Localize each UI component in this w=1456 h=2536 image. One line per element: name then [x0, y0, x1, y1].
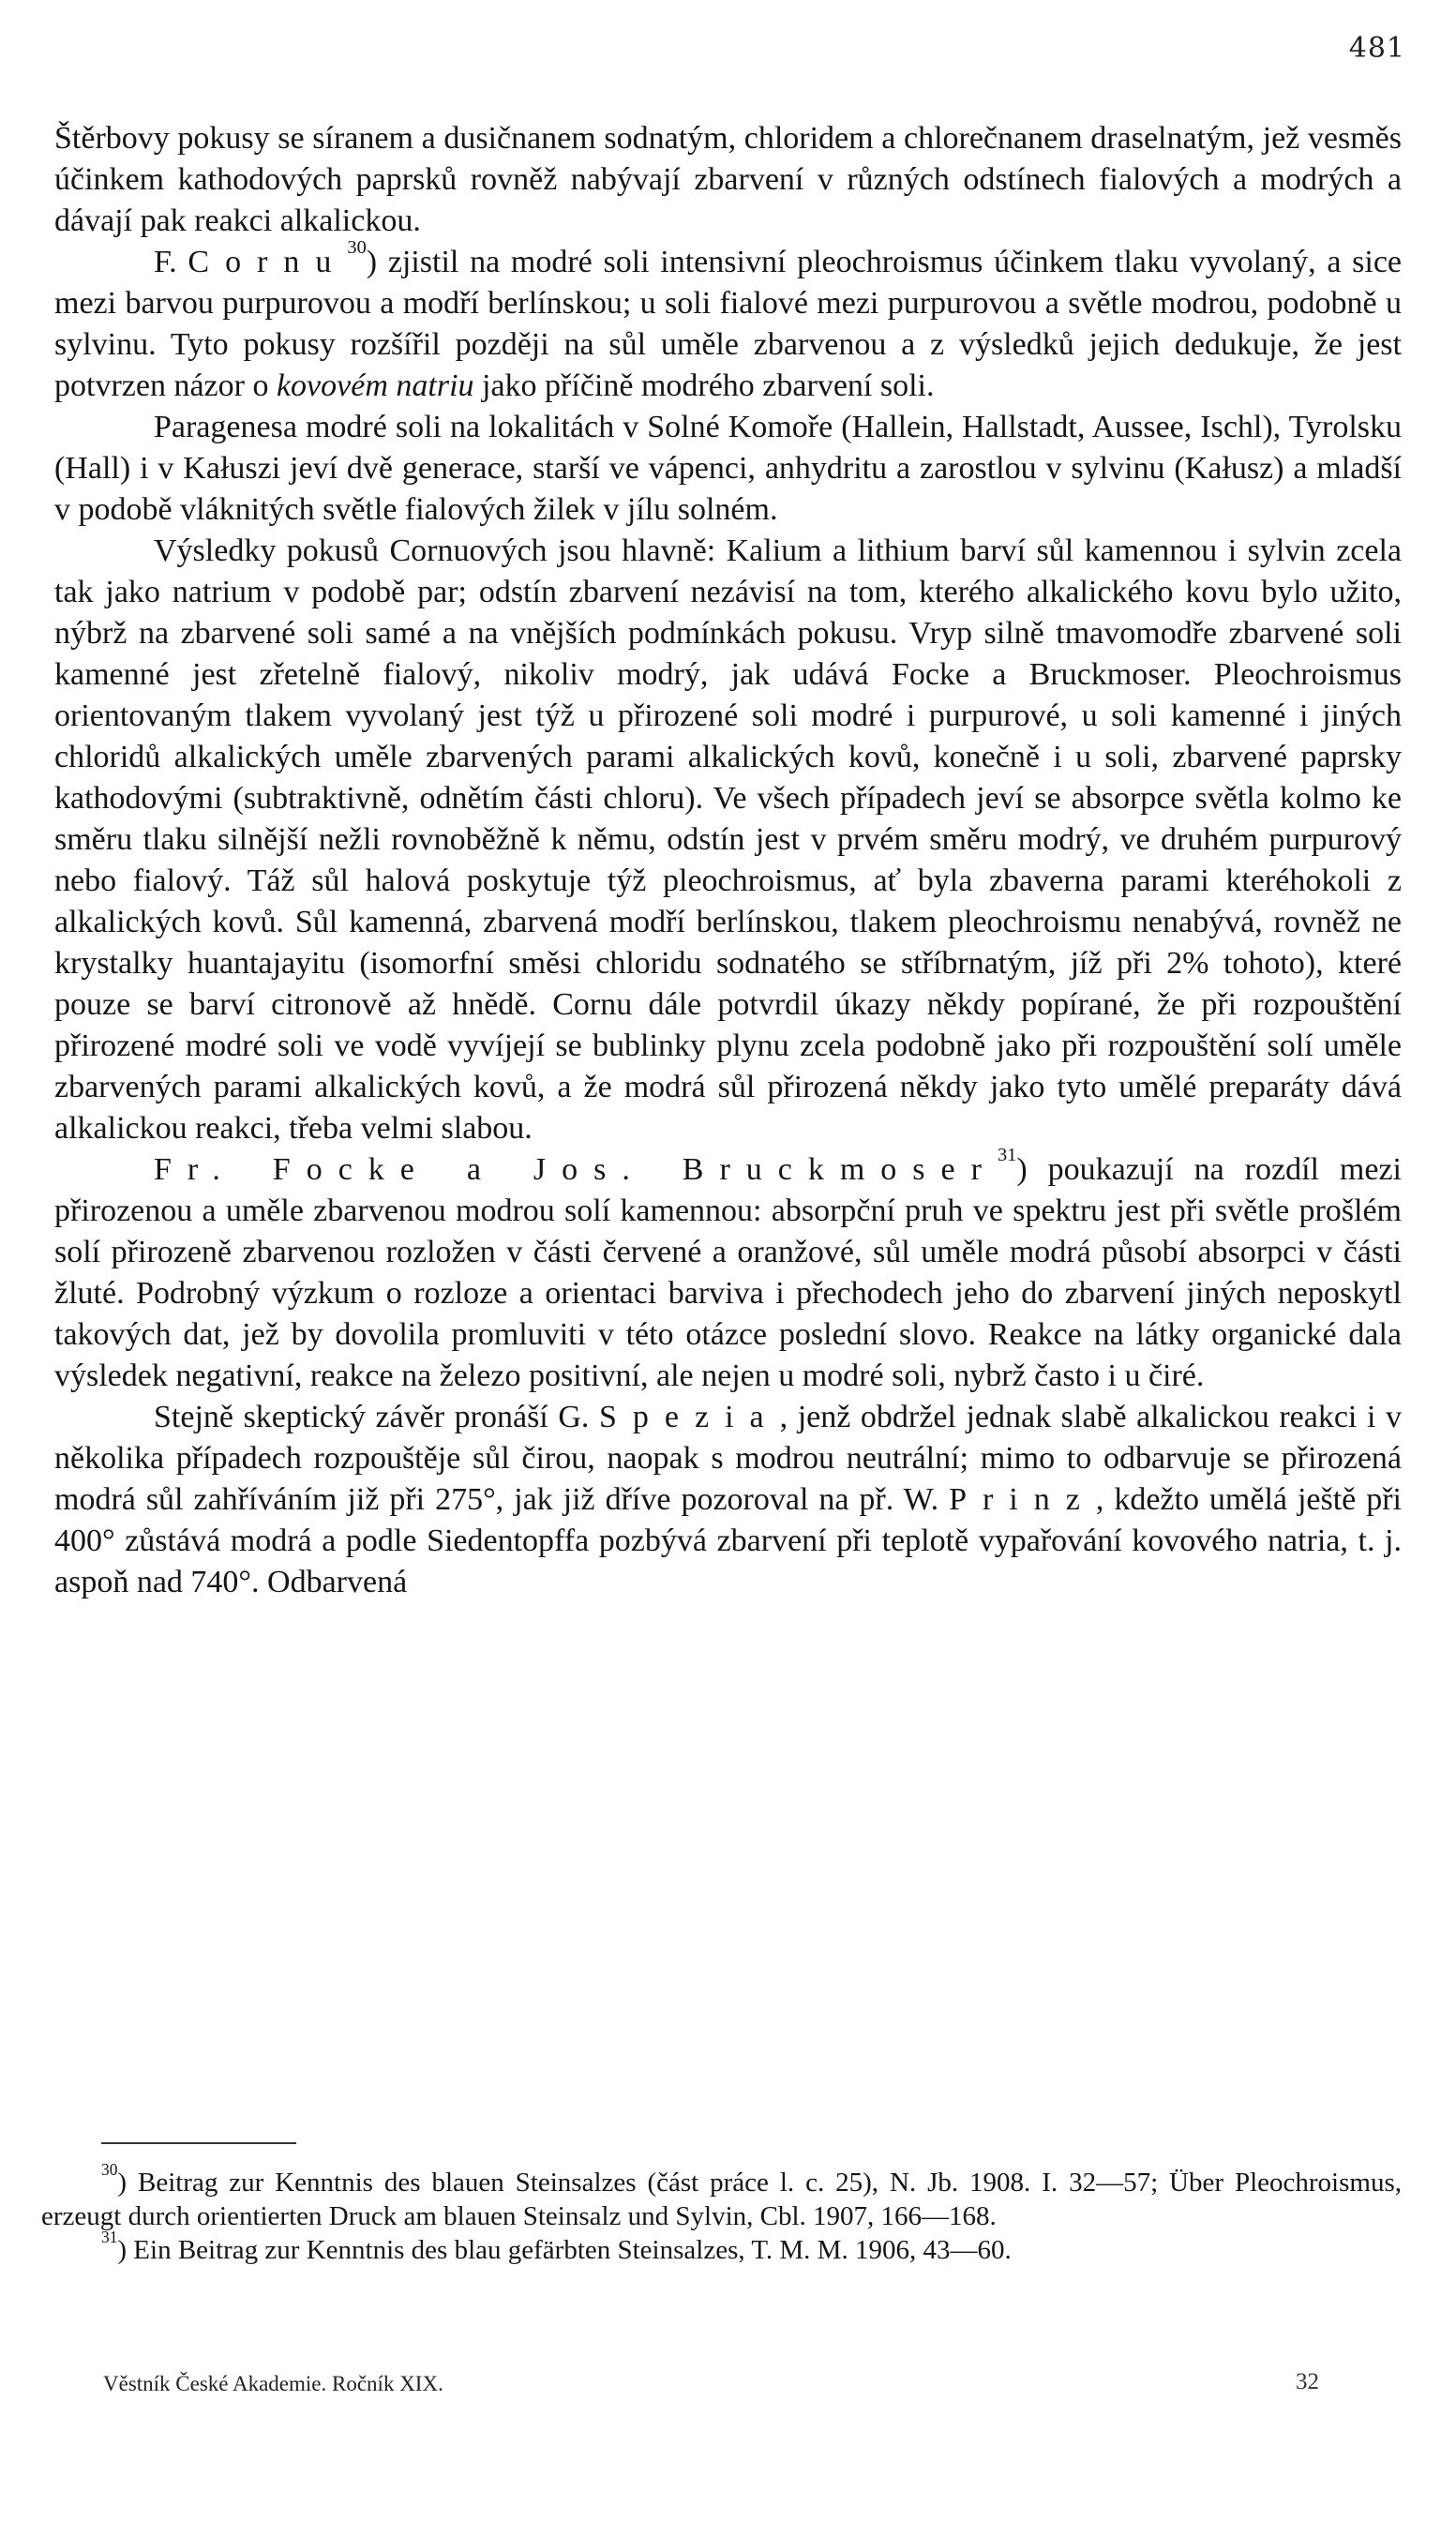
footnote: [41, 2160, 1402, 2233]
sheet-signature: 32: [1296, 2369, 1319, 2394]
spaced-author-name: Spezia: [598, 1400, 780, 1434]
text-run: F.: [154, 245, 188, 279]
emphasized-text: kovovém natriu: [276, 368, 474, 403]
footnote-divider: [101, 2142, 296, 2144]
paragraph: [54, 1397, 1402, 1603]
paragraph: [54, 1145, 1402, 1397]
paragraph: [54, 531, 1402, 1149]
spaced-author-name: Prinz: [949, 1482, 1096, 1517]
journal-footer: Věstník České Akademie. Ročník XIX.: [103, 2372, 443, 2395]
text-run: ) zjistil na modré soli intensivní pleochroismus účinkem tlaku vyvolaný, a sice mezi barvou purpurovou a modří berlínskou; u soli fialové mezi purpurovou a světle modrou, podobně u sylvinu. Tyto pokusy rozšířil později na sůl uměle zbarvenou a z výsledků jejich dedukuje, že jest potvrzen názor o: [54, 245, 1402, 403]
page-number: 481: [1348, 32, 1405, 65]
text-run: Stejně skeptický závěr pronáší G.: [154, 1400, 599, 1434]
body-text: [54, 118, 1402, 1603]
text-run: , kdežto umělá ještě při 400° zůstává modrá a podle Siedentopffa pozbývá zbarvení při teplotě vypařování kovového natria, t. j. aspoň nad 740°. Odbarvená: [54, 1482, 1403, 1599]
text-run: ) Beitrag zur Kenntnis des blauen Steinsalzes (část práce l. c. 25), N. Jb. 1908. I. 32—57; Über Pleochroismus, erzeugt durch orientierten Druck am blauen Steinsalz und Sylvin, Cbl. 1907, 166—168.: [41, 2168, 1402, 2231]
text-run: Paragenesa modré soli na lokalitách v Solné Komoře (Hallein, Hallstadt, Aussee, Ischl), Tyrolsku (Hall) i v Kałuszi jeví dvě generace, starší ve vápenci, anhydritu a zarostlou v sylvinu (Kałusz) a mladší v podobě vláknitých světle fialových žilek v jílu solném.: [54, 410, 1402, 527]
footnote-reference: 30: [101, 2160, 118, 2179]
spaced-author-name: Fr. Focke a Jos. Bruckmoser: [154, 1152, 998, 1187]
spaced-author-name: Cornu: [188, 245, 348, 279]
text-run: Štěrbovy pokusy se síranem a dusičnanem sodnatým, chloridem a chlorečnanem draselnatým, jež vesměs účinkem kathodových paprsků rovněž nabývají zbarvení v různých odstínech fialových a modrých a dávají pak reakci alkalickou.: [54, 121, 1402, 238]
text-run: Výsledky pokusů Cornuových jsou hlavně: Kalium a lithium barví sůl kamennou i sylvin zcela tak jako natrium v podobě par; odstín zbarvení nezávisí na tom, kterého alkalického kovu bylo užito, nýbrž na zbarvené soli samé a na vnějších podmínkách pokusu. Vryp silně tmavomodře zbarvené soli kamenné jest zřetelně fialový, nikoliv modrý, jak udává Focke a Bruckmoser. Pleochroismus orientovaným tlakem vyvolaný jest týž u přirozené soli modré i purpurové, u soli kamenné i jiných chloridů alkalických uměle zbarvených parami alkalických kovů, konečně i u soli, zbarvené paprsky kathodovými (subtraktivně, odnětím části chloru). Ve všech případech jeví se absorpce světla kolmo ke směru tlaku silnější nežli rovnoběžně k němu, odstín jest v prvém směru modrý, ve druhém purpurový nebo fialový. Táž sůl halová poskytuje týž pleochroismus, ať byla zbaverna parami kteréhokoli z alkalických kovů. Sůl kamenná, zbarvená modří berlínskou, tlakem pleochroismu nenabývá, rovněž ne krystalky huantajayitu (isomorfní směsi chloridu sodnatého se stříbrnatým, jíž při 2% tohoto), které pouze se barví citronově až hnědě. Cornu dále potvrdil úkazy někdy popírané, že při rozpouštění přirozené modré soli ve vodě vyvíjejí se bublinky plynu zcela podobně jako při rozpouštění solí uměle zbarvených parami alkalických kovů, a že modrá sůl přirozená někdy jako tyto umělé preparáty dává alkalickou reakci, třeba velmi slabou.: [54, 533, 1402, 1146]
paragraph: [54, 118, 1402, 242]
footnote-reference: 31: [997, 1145, 1017, 1165]
text-run: , jenž obdržel jednak slabě alkalickou reakci i v několika případech rozpouštěje sůl čirou, naopak s modrou neutrální; mimo to odbarvuje se přirozená modrá sůl zahříváním již při 275°, jak již dříve pozoroval na př. W.: [54, 1400, 1403, 1517]
paragraph: [54, 407, 1402, 531]
footnote: [41, 2228, 1402, 2267]
text-run: ) Ein Beitrag zur Kenntnis des blau gefärbten Steinsalzes, T. M. M. 1906, 43—60.: [117, 2235, 1012, 2265]
text-run: ) poukazují na rozdíl mezi přirozenou a uměle zbarvenou modrou solí kamennou: absorpční pruh ve spektru jest při světle prošlém solí přirozeně zbarvenou rozložen v části červené a oranžové, sůl uměle modrá působí absorpci v části žluté. Podrobný výzkum o rozloze a orientaci barviva i přechodech jeho do zbarvení jiných neposkytl takových dat, jež by dovolila promluviti v této otázce poslední slovo. Reakce na látky organické dala výsledek negativní, reakce na železo positivní, ale nejen u modré soli, nybrž často i u čiré.: [54, 1152, 1402, 1393]
footnotes: [41, 2160, 1402, 2267]
paragraph: [54, 237, 1402, 407]
footnote-reference: 31: [101, 2228, 118, 2246]
text-run: jako příčině modrého zbarvení soli.: [473, 368, 935, 403]
footnote-reference: 30: [347, 237, 367, 258]
